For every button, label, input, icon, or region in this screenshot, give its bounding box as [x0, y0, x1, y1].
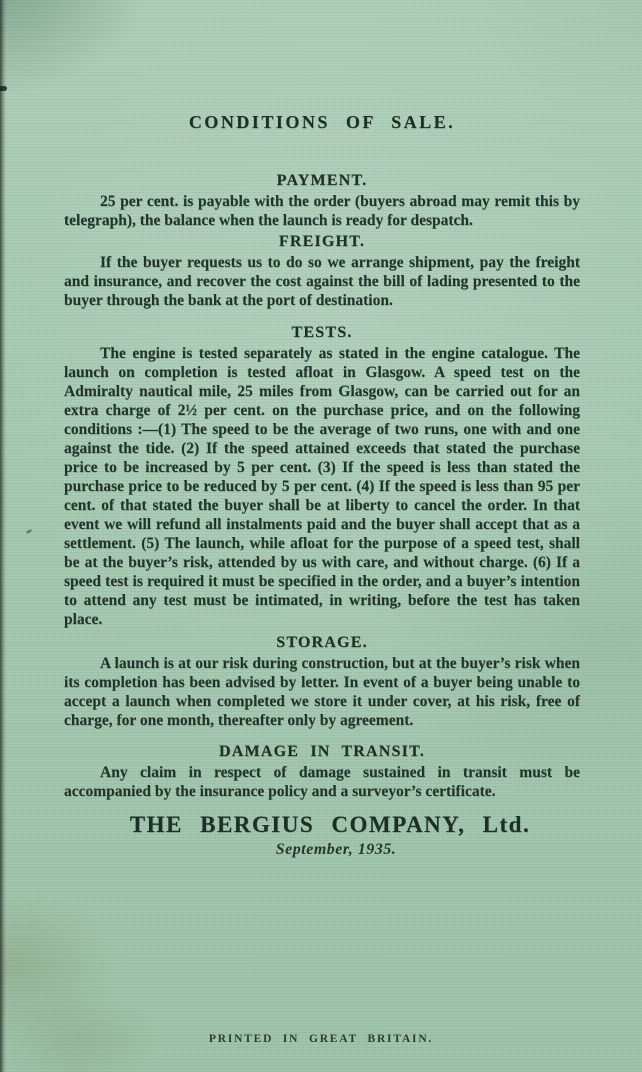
printers-imprint: PRINTED IN GREAT BRITAIN.: [208, 1033, 434, 1045]
section-payment: [64, 172, 580, 230]
storage-heading: STORAGE.: [276, 634, 368, 651]
section-storage: [64, 634, 580, 730]
scan-edge-shadow: [0, 0, 6, 1072]
section-damage-in-transit: [64, 743, 580, 801]
freight-body: If the buyer requests us to do so we arrange shipment, pay the freight and insurance, and recover the cost against the bill of lading presented to the buyer through the bank at the port of destination.: [64, 254, 580, 309]
section-tests: [64, 324, 580, 629]
section-freight: [64, 233, 580, 310]
storage-body: A launch is at our risk during construction, but at the buyer’s risk when its completion has been advised by letter. In event of a buyer being unable to accept a launch when completed we store it under cover, at his risk, free of charge, for one month, thereafter only by agreement.: [64, 655, 580, 729]
payment-body: 25 per cent. is payable with the order (buyers abroad may remit this by telegraph), the balance when the launch is ready for despatch.: [64, 193, 580, 229]
damage-in-transit-heading: DAMAGE IN TRANSIT.: [219, 743, 425, 760]
tests-body: The engine is tested separately as stated in the engine catalogue. The launch on completion is tested afloat in Glasgow. A speed test on the Admiralty nautical mile, 25 miles from Glasgow, can be carried out for an extra charge of 2½ per cent. on the purchase price, and on the following conditions :—(1) The speed to be the average of two runs, one with and one against the tide. (2) If the speed attained exceeds that stated the purchase price to be increased by 5 per cent. (3) If the speed is less than stated the purchase price to be reduced by 5 per cent. (4) If the speed is less than 95 per cent. of that stated the buyer shall be at liberty to cancel the order. In that event we will refund all instalments paid and the buyer shall accept that as a settlement. (5) The launch, while afloat for the purpose of a speed test, shall be at the buyer’s risk, attended by us with care, and without charge. (6) If a speed test is required it must be specified in the order, and a buyer’s intention to attend any test must be intimated, in writing, before the test has taken place.: [64, 345, 580, 628]
tests-heading: TESTS.: [291, 324, 353, 341]
signature-date: September, 1935.: [275, 841, 397, 858]
paper-blemish: [26, 529, 33, 535]
paper-blemish: [0, 86, 7, 91]
page-title: CONDITIONS OF SALE.: [188, 112, 456, 132]
payment-heading: PAYMENT.: [276, 172, 368, 189]
damage-in-transit-body: Any claim in respect of damage sustained in transit must be accompanied by the insurance policy and a surveyor’s certificate.: [64, 764, 580, 800]
freight-heading: FREIGHT.: [278, 233, 366, 250]
document-content: [64, 112, 580, 859]
company-signature: THE BERGIUS COMPANY, Ltd.: [129, 812, 531, 837]
